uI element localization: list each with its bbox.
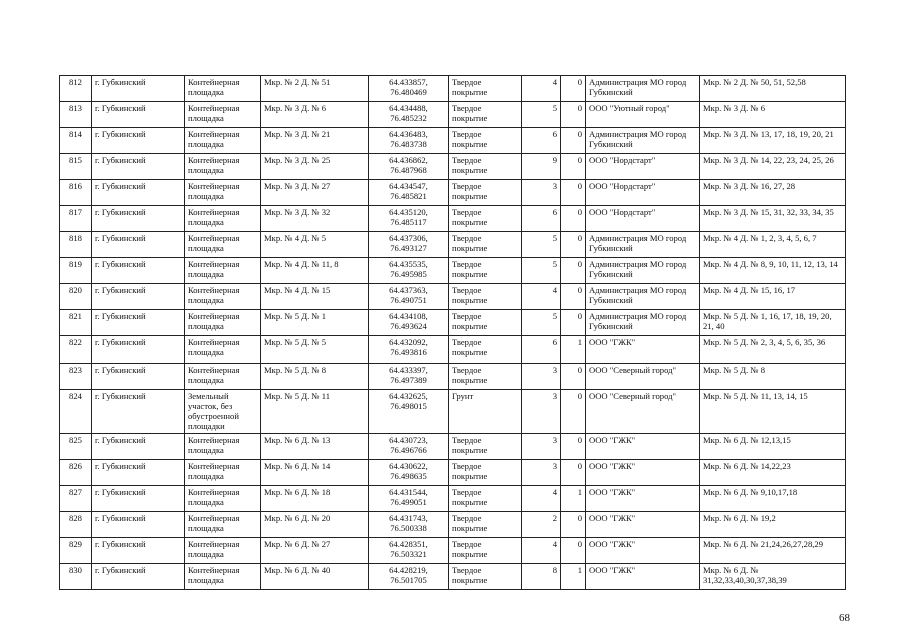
- cell-served-addresses: Мкр. № 4 Д. № 8, 9, 10, 11, 12, 13, 14: [700, 258, 846, 284]
- cell-served-addresses: Мкр. № 6 Д. № 19,2: [700, 512, 846, 538]
- cell-container-count: 4: [522, 76, 561, 102]
- cell-surface: Твердое покрытие: [449, 284, 522, 310]
- cell-bin-count: 1: [561, 486, 586, 512]
- cell-served-addresses: Мкр. № 5 Д. № 11, 13, 14, 15: [700, 390, 846, 434]
- cell-site-type: Контейнерная площадка: [185, 102, 261, 128]
- cell-city: г. Губкинский: [92, 128, 185, 154]
- cell-bin-count: 1: [561, 336, 586, 364]
- cell-site-type: Контейнерная площадка: [185, 232, 261, 258]
- cell-owner: Администрация МО город Губкинский: [586, 258, 700, 284]
- cell-site-type: Контейнерная площадка: [185, 364, 261, 390]
- cell-address: Мкр. № 4 Д. № 11, 8: [261, 258, 369, 284]
- cell-coordinates: 64.434108, 76.493624: [369, 310, 449, 336]
- cell-site-type: Контейнерная площадка: [185, 154, 261, 180]
- table-row: [60, 310, 846, 336]
- cell-bin-count: 0: [561, 154, 586, 180]
- cell-site-type: Контейнерная площадка: [185, 538, 261, 564]
- cell-owner: ООО "ГЖК": [586, 538, 700, 564]
- cell-address: Мкр. № 3 Д. № 27: [261, 180, 369, 206]
- cell-city: г. Губкинский: [92, 154, 185, 180]
- cell-city: г. Губкинский: [92, 102, 185, 128]
- cell-owner: ООО "Нордстарт": [586, 180, 700, 206]
- cell-bin-count: 0: [561, 206, 586, 232]
- table-row: [60, 460, 846, 486]
- cell-container-count: 5: [522, 258, 561, 284]
- cell-owner: ООО "Северный город": [586, 364, 700, 390]
- cell-city: г. Губкинский: [92, 460, 185, 486]
- cell-served-addresses: Мкр. № 6 Д. № 9,10,17,18: [700, 486, 846, 512]
- cell-surface: Твердое покрытие: [449, 128, 522, 154]
- cell-address: Мкр. № 4 Д. № 15: [261, 284, 369, 310]
- cell-number: 819: [60, 258, 92, 284]
- cell-surface: Твердое покрытие: [449, 76, 522, 102]
- cell-bin-count: 0: [561, 512, 586, 538]
- cell-surface: Твердое покрытие: [449, 258, 522, 284]
- cell-address: Мкр. № 6 Д. № 40: [261, 564, 369, 590]
- cell-container-count: 6: [522, 336, 561, 364]
- cell-owner: ООО "Нордстарт": [586, 154, 700, 180]
- cell-owner: ООО "ГЖК": [586, 512, 700, 538]
- cell-coordinates: 64.433397, 76.497389: [369, 364, 449, 390]
- cell-bin-count: 0: [561, 102, 586, 128]
- cell-site-type: Контейнерная площадка: [185, 206, 261, 232]
- table-row: [60, 154, 846, 180]
- cell-bin-count: 0: [561, 434, 586, 460]
- cell-bin-count: 0: [561, 390, 586, 434]
- cell-coordinates: 64.432625, 76.498015: [369, 390, 449, 434]
- cell-city: г. Губкинский: [92, 258, 185, 284]
- cell-surface: Твердое покрытие: [449, 434, 522, 460]
- cell-address: Мкр. № 5 Д. № 5: [261, 336, 369, 364]
- cell-bin-count: 0: [561, 128, 586, 154]
- cell-site-type: Контейнерная площадка: [185, 128, 261, 154]
- cell-address: Мкр. № 3 Д. № 32: [261, 206, 369, 232]
- cell-owner: ООО "ГЖК": [586, 564, 700, 590]
- cell-number: 817: [60, 206, 92, 232]
- cell-address: Мкр. № 3 Д. № 6: [261, 102, 369, 128]
- cell-bin-count: 0: [561, 258, 586, 284]
- cell-surface: Твердое покрытие: [449, 206, 522, 232]
- cell-coordinates: 64.431544, 76.499051: [369, 486, 449, 512]
- cell-container-count: 3: [522, 390, 561, 434]
- cell-address: Мкр. № 6 Д. № 18: [261, 486, 369, 512]
- cell-bin-count: 0: [561, 538, 586, 564]
- registry-table: [59, 75, 846, 590]
- cell-container-count: 4: [522, 284, 561, 310]
- cell-address: Мкр. № 6 Д. № 14: [261, 460, 369, 486]
- cell-site-type: Земельный участок, без обустроенной площадки: [185, 390, 261, 434]
- cell-owner: ООО "ГЖК": [586, 486, 700, 512]
- cell-city: г. Губкинский: [92, 310, 185, 336]
- cell-city: г. Губкинский: [92, 512, 185, 538]
- table-row: [60, 486, 846, 512]
- cell-coordinates: 64.432092, 76.493816: [369, 336, 449, 364]
- table-row: [60, 538, 846, 564]
- cell-coordinates: 64.428219, 76.501705: [369, 564, 449, 590]
- cell-address: Мкр. № 3 Д. № 25: [261, 154, 369, 180]
- cell-bin-count: 0: [561, 364, 586, 390]
- cell-number: 827: [60, 486, 92, 512]
- cell-coordinates: 64.430723, 76.496766: [369, 434, 449, 460]
- cell-served-addresses: Мкр. № 5 Д. № 1, 16, 17, 18, 19, 20, 21, 40: [700, 310, 846, 336]
- cell-site-type: Контейнерная площадка: [185, 434, 261, 460]
- cell-address: Мкр. № 2 Д. № 51: [261, 76, 369, 102]
- cell-surface: Твердое покрытие: [449, 512, 522, 538]
- cell-city: г. Губкинский: [92, 390, 185, 434]
- cell-container-count: 9: [522, 154, 561, 180]
- cell-address: Мкр. № 5 Д. № 8: [261, 364, 369, 390]
- cell-surface: Твердое покрытие: [449, 564, 522, 590]
- cell-number: 814: [60, 128, 92, 154]
- cell-container-count: 4: [522, 486, 561, 512]
- cell-address: Мкр. № 5 Д. № 11: [261, 390, 369, 434]
- cell-city: г. Губкинский: [92, 538, 185, 564]
- cell-container-count: 5: [522, 102, 561, 128]
- cell-bin-count: 0: [561, 232, 586, 258]
- cell-coordinates: 64.436483, 76.483738: [369, 128, 449, 154]
- cell-address: Мкр. № 6 Д. № 20: [261, 512, 369, 538]
- cell-surface: Твердое покрытие: [449, 102, 522, 128]
- cell-container-count: 3: [522, 460, 561, 486]
- cell-surface: Твердое покрытие: [449, 154, 522, 180]
- cell-site-type: Контейнерная площадка: [185, 336, 261, 364]
- cell-number: 820: [60, 284, 92, 310]
- cell-owner: ООО "ГЖК": [586, 336, 700, 364]
- table-row: [60, 128, 846, 154]
- cell-site-type: Контейнерная площадка: [185, 258, 261, 284]
- cell-owner: Администрация МО город Губкинский: [586, 284, 700, 310]
- table-row: [60, 336, 846, 364]
- cell-coordinates: 64.428351, 76.503321: [369, 538, 449, 564]
- cell-surface: Твердое покрытие: [449, 538, 522, 564]
- cell-number: 812: [60, 76, 92, 102]
- cell-container-count: 4: [522, 538, 561, 564]
- page-number: 68: [839, 612, 850, 624]
- cell-served-addresses: Мкр. № 2 Д. № 50, 51, 52,58: [700, 76, 846, 102]
- cell-coordinates: 64.436862, 76.487968: [369, 154, 449, 180]
- cell-city: г. Губкинский: [92, 364, 185, 390]
- cell-owner: ООО "ГЖК": [586, 460, 700, 486]
- cell-coordinates: 64.431743, 76.500338: [369, 512, 449, 538]
- table-body: [60, 76, 846, 590]
- table-row: [60, 390, 846, 434]
- cell-owner: ООО "Северный город": [586, 390, 700, 434]
- cell-served-addresses: Мкр. № 4 Д. № 15, 16, 17: [700, 284, 846, 310]
- cell-site-type: Контейнерная площадка: [185, 564, 261, 590]
- cell-city: г. Губкинский: [92, 564, 185, 590]
- cell-container-count: 5: [522, 232, 561, 258]
- cell-number: 813: [60, 102, 92, 128]
- cell-served-addresses: Мкр. № 3 Д. № 16, 27, 28: [700, 180, 846, 206]
- cell-owner: Администрация МО город Губкинский: [586, 128, 700, 154]
- cell-bin-count: 0: [561, 310, 586, 336]
- cell-number: 824: [60, 390, 92, 434]
- cell-bin-count: 1: [561, 564, 586, 590]
- cell-bin-count: 0: [561, 460, 586, 486]
- cell-city: г. Губкинский: [92, 336, 185, 364]
- cell-served-addresses: Мкр. № 6 Д. № 14,22,23: [700, 460, 846, 486]
- cell-surface: Твердое покрытие: [449, 232, 522, 258]
- cell-coordinates: 64.435535, 76.495985: [369, 258, 449, 284]
- cell-owner: Администрация МО город Губкинский: [586, 310, 700, 336]
- cell-number: 822: [60, 336, 92, 364]
- cell-owner: ООО "Нордстарт": [586, 206, 700, 232]
- cell-coordinates: 64.437306, 76.493127: [369, 232, 449, 258]
- cell-served-addresses: Мкр. № 3 Д. № 13, 17, 18, 19, 20, 21: [700, 128, 846, 154]
- cell-site-type: Контейнерная площадка: [185, 310, 261, 336]
- cell-container-count: 3: [522, 364, 561, 390]
- cell-city: г. Губкинский: [92, 284, 185, 310]
- table-row: [60, 364, 846, 390]
- table-row: [60, 206, 846, 232]
- cell-number: 816: [60, 180, 92, 206]
- cell-surface: Твердое покрытие: [449, 310, 522, 336]
- cell-coordinates: 64.435120, 76.485117: [369, 206, 449, 232]
- cell-bin-count: 0: [561, 76, 586, 102]
- table-row: [60, 434, 846, 460]
- cell-surface: Твердое покрытие: [449, 460, 522, 486]
- cell-surface: Твердое покрытие: [449, 336, 522, 364]
- cell-city: г. Губкинский: [92, 434, 185, 460]
- cell-address: Мкр. № 3 Д. № 21: [261, 128, 369, 154]
- cell-number: 815: [60, 154, 92, 180]
- cell-surface: Твердое покрытие: [449, 180, 522, 206]
- table-row: [60, 512, 846, 538]
- table-row: [60, 102, 846, 128]
- cell-owner: Администрация МО город Губкинский: [586, 232, 700, 258]
- cell-container-count: 3: [522, 434, 561, 460]
- cell-container-count: 3: [522, 180, 561, 206]
- table-row: [60, 76, 846, 102]
- cell-coordinates: 64.437363, 76.490751: [369, 284, 449, 310]
- cell-site-type: Контейнерная площадка: [185, 76, 261, 102]
- table-row: [60, 258, 846, 284]
- cell-owner: Администрация МО город Губкинский: [586, 76, 700, 102]
- cell-container-count: 6: [522, 206, 561, 232]
- cell-site-type: Контейнерная площадка: [185, 180, 261, 206]
- cell-city: г. Губкинский: [92, 180, 185, 206]
- cell-number: 825: [60, 434, 92, 460]
- cell-city: г. Губкинский: [92, 206, 185, 232]
- cell-number: 821: [60, 310, 92, 336]
- cell-coordinates: 64.433857, 76.480469: [369, 76, 449, 102]
- table-row: [60, 284, 846, 310]
- cell-served-addresses: Мкр. № 3 Д. № 14, 22, 23, 24, 25, 26: [700, 154, 846, 180]
- cell-served-addresses: Мкр. № 3 Д. № 15, 31, 32, 33, 34, 35: [700, 206, 846, 232]
- cell-coordinates: 64.434547, 76.485821: [369, 180, 449, 206]
- cell-served-addresses: Мкр. № 4 Д. № 1, 2, 3, 4, 5, 6, 7: [700, 232, 846, 258]
- cell-site-type: Контейнерная площадка: [185, 486, 261, 512]
- cell-city: г. Губкинский: [92, 232, 185, 258]
- cell-served-addresses: Мкр. № 3 Д. № 6: [700, 102, 846, 128]
- cell-number: 830: [60, 564, 92, 590]
- cell-container-count: 2: [522, 512, 561, 538]
- table-row: [60, 180, 846, 206]
- cell-address: Мкр. № 6 Д. № 13: [261, 434, 369, 460]
- cell-address: Мкр. № 6 Д. № 27: [261, 538, 369, 564]
- table-row: [60, 232, 846, 258]
- cell-container-count: 5: [522, 310, 561, 336]
- cell-site-type: Контейнерная площадка: [185, 460, 261, 486]
- cell-surface: Твердое покрытие: [449, 364, 522, 390]
- cell-served-addresses: Мкр. № 6 Д. № 31,32,33,40,30,37,38,39: [700, 564, 846, 590]
- cell-address: Мкр. № 5 Д. № 1: [261, 310, 369, 336]
- cell-coordinates: 64.434488, 76.485232: [369, 102, 449, 128]
- cell-bin-count: 0: [561, 180, 586, 206]
- cell-container-count: 8: [522, 564, 561, 590]
- cell-number: 818: [60, 232, 92, 258]
- cell-container-count: 6: [522, 128, 561, 154]
- registry-table-container: [59, 75, 845, 590]
- cell-owner: ООО "Уютный город": [586, 102, 700, 128]
- cell-number: 826: [60, 460, 92, 486]
- cell-city: г. Губкинский: [92, 76, 185, 102]
- cell-coordinates: 64.430622, 76.498635: [369, 460, 449, 486]
- cell-served-addresses: Мкр. № 5 Д. № 2, 3, 4, 5, 6, 35, 36: [700, 336, 846, 364]
- cell-owner: ООО "ГЖК": [586, 434, 700, 460]
- cell-site-type: Контейнерная площадка: [185, 512, 261, 538]
- cell-number: 829: [60, 538, 92, 564]
- cell-bin-count: 0: [561, 284, 586, 310]
- cell-surface: Твердое покрытие: [449, 486, 522, 512]
- table-row: [60, 564, 846, 590]
- cell-served-addresses: Мкр. № 5 Д. № 8: [700, 364, 846, 390]
- cell-address: Мкр. № 4 Д. № 5: [261, 232, 369, 258]
- cell-surface: Грунт: [449, 390, 522, 434]
- cell-site-type: Контейнерная площадка: [185, 284, 261, 310]
- cell-served-addresses: Мкр. № 6 Д. № 12,13,15: [700, 434, 846, 460]
- cell-number: 823: [60, 364, 92, 390]
- cell-number: 828: [60, 512, 92, 538]
- cell-city: г. Губкинский: [92, 486, 185, 512]
- cell-served-addresses: Мкр. № 6 Д. № 21,24,26,27,28,29: [700, 538, 846, 564]
